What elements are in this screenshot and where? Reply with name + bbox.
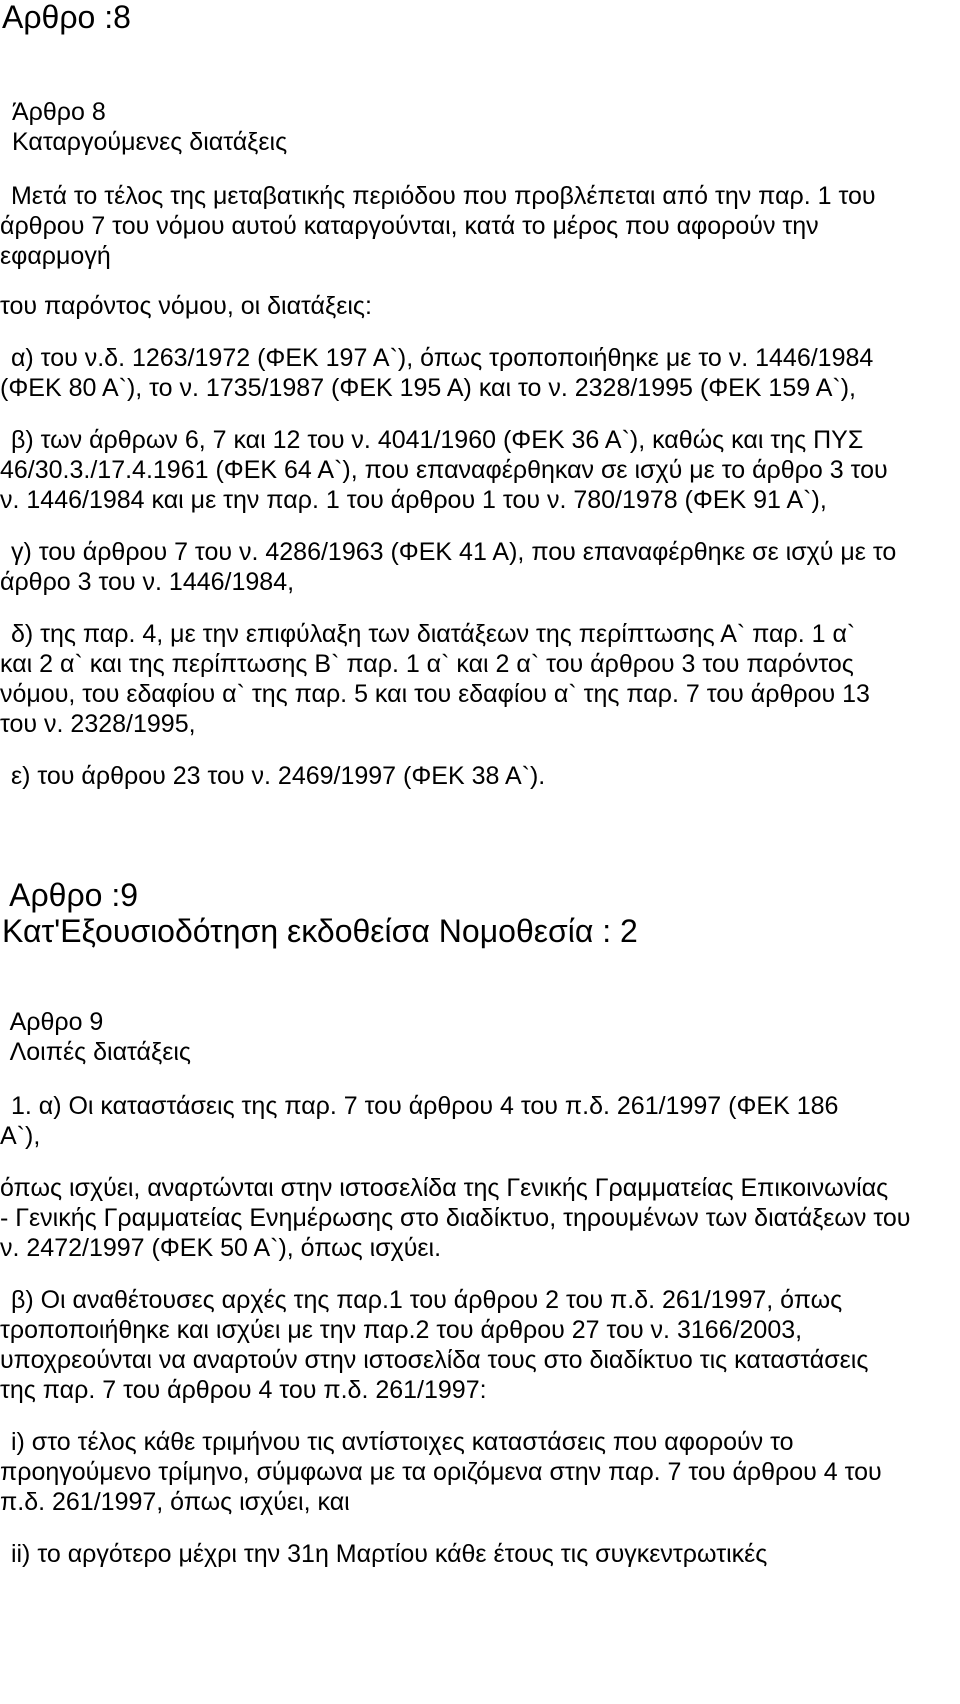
article-9-line: Α`), — [0, 1122, 41, 1150]
article-9-line: όπως ισχύει, αναρτώνται στην ιστοσελίδα της Γενικής Γραμματείας Επικοινωνίας — [0, 1174, 889, 1202]
article-8-item-b: β) των άρθρων 6, 7 και 12 του ν. 4041/1960 (ΦΕΚ 36 Α`), καθώς και της ΠΥΣ — [4, 426, 864, 454]
article-8-item-c: γ) του άρθρου 7 του ν. 4286/1963 (ΦΕΚ 41 Α), που επαναφέρθηκε σε ισχύ με το — [4, 538, 897, 566]
article-9-item-b: β) Οι αναθέτουσες αρχές της παρ.1 του άρθρου 2 του π.δ. 261/1997, όπως — [4, 1286, 843, 1314]
delegation-heading: Κατ'Εξουσιοδότηση εκδοθείσα Νομοθεσία : 2 — [2, 913, 638, 949]
article-8-line: άρθρο 3 του ν. 1446/1984, — [0, 568, 295, 596]
article-8-item-e: ε) του άρθρου 23 του ν. 2469/1997 (ΦΕΚ 38 Α`). — [4, 762, 546, 790]
article-8-line: και 2 α` και της περίπτωσης Β` παρ. 1 α` και 2 α` του άρθρου 3 του παρόντος — [0, 650, 854, 678]
article-9-line: τροποποιήθηκε και ισχύει με την παρ.2 του άρθρου 27 του ν. 3166/2003, — [0, 1316, 803, 1344]
article-8-line: Μετά το τέλος της μεταβατικής περιόδου που προβλέπεται από την παρ. 1 του — [4, 182, 876, 210]
article-8-header: Αρθρο :8 — [2, 0, 131, 35]
article-8-title: Άρθρο 8 — [12, 98, 106, 126]
article-9-line: ν. 2472/1997 (ΦΕΚ 50 Α`), όπως ισχύει. — [0, 1234, 442, 1262]
article-8-line: νόμου, του εδαφίου α` της παρ. 5 και του εδαφίου α` της παρ. 7 του άρθρου 13 — [0, 680, 870, 708]
article-8-line: άρθρου 7 του νόμου αυτού καταργούνται, κατά το μέρος που αφορούν την — [0, 212, 819, 240]
article-9-line: υποχρεούνται να αναρτούν στην ιστοσελίδα τους στο διαδίκτυο τις καταστάσεις — [0, 1346, 869, 1374]
article-8-subtitle: Καταργούμενες διατάξεις — [12, 128, 288, 156]
article-9-subtitle: Λοιπές διατάξεις — [4, 1038, 191, 1066]
article-9-title: Αρθρο 9 — [4, 1008, 104, 1036]
article-8-line: (ΦΕΚ 80 Α`), το ν. 1735/1987 (ΦΕΚ 195 Α) και το ν. 2328/1995 (ΦΕΚ 159 Α`), — [0, 374, 856, 402]
article-9-line: προηγούμενο τρίμηνο, σύμφωνα με τα οριζόμενα στην παρ. 7 του άρθρου 4 του — [0, 1458, 882, 1486]
article-8-item-d: δ) της παρ. 4, με την επιφύλαξη των διατάξεων της περίπτωσης Α` παρ. 1 α` — [4, 620, 856, 648]
article-8-line: ν. 1446/1984 και με την παρ. 1 του άρθρου 1 του ν. 780/1978 (ΦΕΚ 91 Α`), — [0, 486, 827, 514]
article-8-line: του παρόντος νόμου, οι διατάξεις: — [0, 292, 372, 320]
article-9-line: - Γενικής Γραμματείας Ενημέρωσης στο διαδίκτυο, τηρουμένων των διατάξεων του — [0, 1204, 911, 1232]
article-9-item-1a: 1. α) Οι καταστάσεις της παρ. 7 του άρθρου 4 του π.δ. 261/1997 (ΦΕΚ 186 — [4, 1092, 839, 1120]
article-8-line: 46/30.3./17.4.1961 (ΦΕΚ 64 Α`), που επαναφέρθηκαν σε ισχύ με το άρθρο 3 του — [0, 456, 888, 484]
article-9-line: της παρ. 7 του άρθρου 4 του π.δ. 261/1997: — [0, 1376, 487, 1404]
article-9-item-ii: ii) το αργότερο μέχρι την 31η Μαρτίου κάθε έτους τις συγκεντρωτικές — [4, 1540, 768, 1568]
article-9-line: π.δ. 261/1997, όπως ισχύει, και — [0, 1488, 350, 1516]
article-8-line: του ν. 2328/1995, — [0, 710, 196, 738]
article-8-item-a: α) του ν.δ. 1263/1972 (ΦΕΚ 197 Α`), όπως τροποποιήθηκε με το ν. 1446/1984 — [4, 344, 874, 372]
article-8-line: εφαρμογή — [0, 242, 111, 270]
article-9-item-i: i) στο τέλος κάθε τριμήνου τις αντίστοιχες καταστάσεις που αφορούν το — [4, 1428, 794, 1456]
article-9-header: Αρθρο :9 — [2, 877, 139, 913]
